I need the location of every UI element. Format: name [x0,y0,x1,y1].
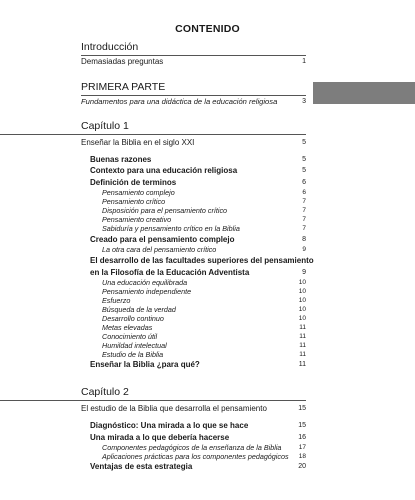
toc-entry-page: 11 [299,351,306,358]
toc-entry-label[interactable]: Pensamiento creativo [102,215,172,224]
toc-entry-label[interactable]: Búsqueda de la verdad [102,305,176,314]
part-rule [81,95,306,96]
toc-entry-page: 5 [302,156,306,163]
toc-entry-label[interactable]: Estudio de la Biblia [102,350,164,359]
toc-entry-label[interactable]: Diagnóstico: Una mirada a lo que se hace [90,421,249,430]
toc-entry-page: 10 [298,297,306,304]
toc-entry-label[interactable]: Disposición para el pensamiento crítico [102,206,228,215]
chapter-heading: Capítulo 2 [81,386,129,398]
toc-entry-page: 7 [302,216,306,223]
toc-entry-label[interactable]: Pensamiento complejo [102,188,175,197]
toc-entry-label[interactable]: Metas elevadas [102,323,153,332]
toc-entry-label[interactable]: Buenas razones [90,155,152,164]
toc-entry-label[interactable]: Fundamentos para una didáctica de la educación religiosa [81,97,278,106]
toc-entry-page: 10 [298,288,306,295]
intro-rule [81,55,306,56]
toc-entry-page: 10 [298,306,306,313]
toc-entry-label[interactable]: Definición de terminos [90,178,177,187]
toc-entry-label[interactable]: Pensamiento crítico [102,197,166,206]
toc-entry-label[interactable]: Enseñar la Biblia ¿para qué? [90,360,200,369]
toc-entry-page: 11 [299,324,306,331]
toc-entry-label[interactable]: Una mirada a lo que debería hacerse [90,433,230,442]
toc-entry-page: 17 [298,444,306,451]
toc-entry-label[interactable]: Sabiduría y pensamiento crítico en la Biblia [102,224,240,233]
page-title: CONTENIDO [175,23,240,35]
toc-entry-label[interactable]: Conocimiento útil [102,332,158,341]
toc-entry-label[interactable]: Pensamiento independiente [102,287,192,296]
toc-entry-page: 3 [302,98,306,105]
toc-entry-page: 6 [302,179,306,186]
toc-entry-page: 7 [302,207,306,214]
toc-entry-label[interactable]: Creado para el pensamiento complejo [90,235,235,244]
toc-entry-label[interactable]: Una educación equilibrada [102,278,188,287]
toc-entry-label[interactable]: Aplicaciones prácticas para los componentes pedagógicos [102,452,289,461]
toc-entry-label[interactable]: La otra cara del pensamiento crítico [102,245,217,254]
toc-entry-label[interactable]: Ventajas de esta estrategia [90,462,193,471]
toc-entry-page: 8 [302,236,306,243]
part-tab-marker [313,82,415,104]
toc-entry-label[interactable]: Esfuerzo [102,296,131,305]
toc-entry-label[interactable]: en la Filosofía de la Educación Adventista [90,268,250,277]
toc-entry-page: 5 [302,139,306,146]
chapter-rule [0,134,306,135]
toc-entry-page: 11 [299,333,306,340]
chapter-rule [0,400,306,401]
toc-entry-label[interactable]: El desarrollo de las facultades superiores del pensamiento [90,256,314,265]
toc-chapter-title[interactable]: Enseñar la Biblia en el siglo XXI [81,138,195,147]
toc-entry-page: 15 [298,405,306,412]
toc-entry-page: 6 [302,189,306,196]
toc-entry-page: 11 [298,361,306,368]
toc-entry-label[interactable]: Contexto para una educación religiosa [90,166,238,175]
toc-entry-label[interactable]: Componentes pedagógicos de la enseñanza de la Biblia [102,443,282,452]
toc-entry-page: 16 [298,434,306,441]
chapter-heading: Capítulo 1 [81,120,129,132]
toc-entry-page: 15 [298,422,306,429]
part-heading: PRIMERA PARTE [81,81,166,93]
toc-chapter-title[interactable]: El estudio de la Biblia que desarrolla el pensamiento [81,404,267,413]
toc-entry-page: 20 [298,463,306,470]
intro-heading: Introducción [81,41,139,53]
toc-entry-page: 1 [302,58,306,65]
toc-entry-page: 10 [298,315,306,322]
toc-entry-page: 5 [302,167,306,174]
toc-entry-page: 9 [302,246,306,253]
toc-entry-label[interactable]: Demasiadas preguntas [81,57,164,66]
toc-entry-label[interactable]: Desarrollo continuo [102,314,164,323]
toc-entry-page: 18 [298,453,306,460]
toc-entry-page: 11 [299,342,306,349]
toc-entry-label[interactable]: Humildad intelectual [102,341,167,350]
toc-entry-page: 7 [302,225,306,232]
toc-entry-page: 10 [298,279,306,286]
toc-entry-page: 9 [302,269,306,276]
toc-entry-page: 7 [302,198,306,205]
